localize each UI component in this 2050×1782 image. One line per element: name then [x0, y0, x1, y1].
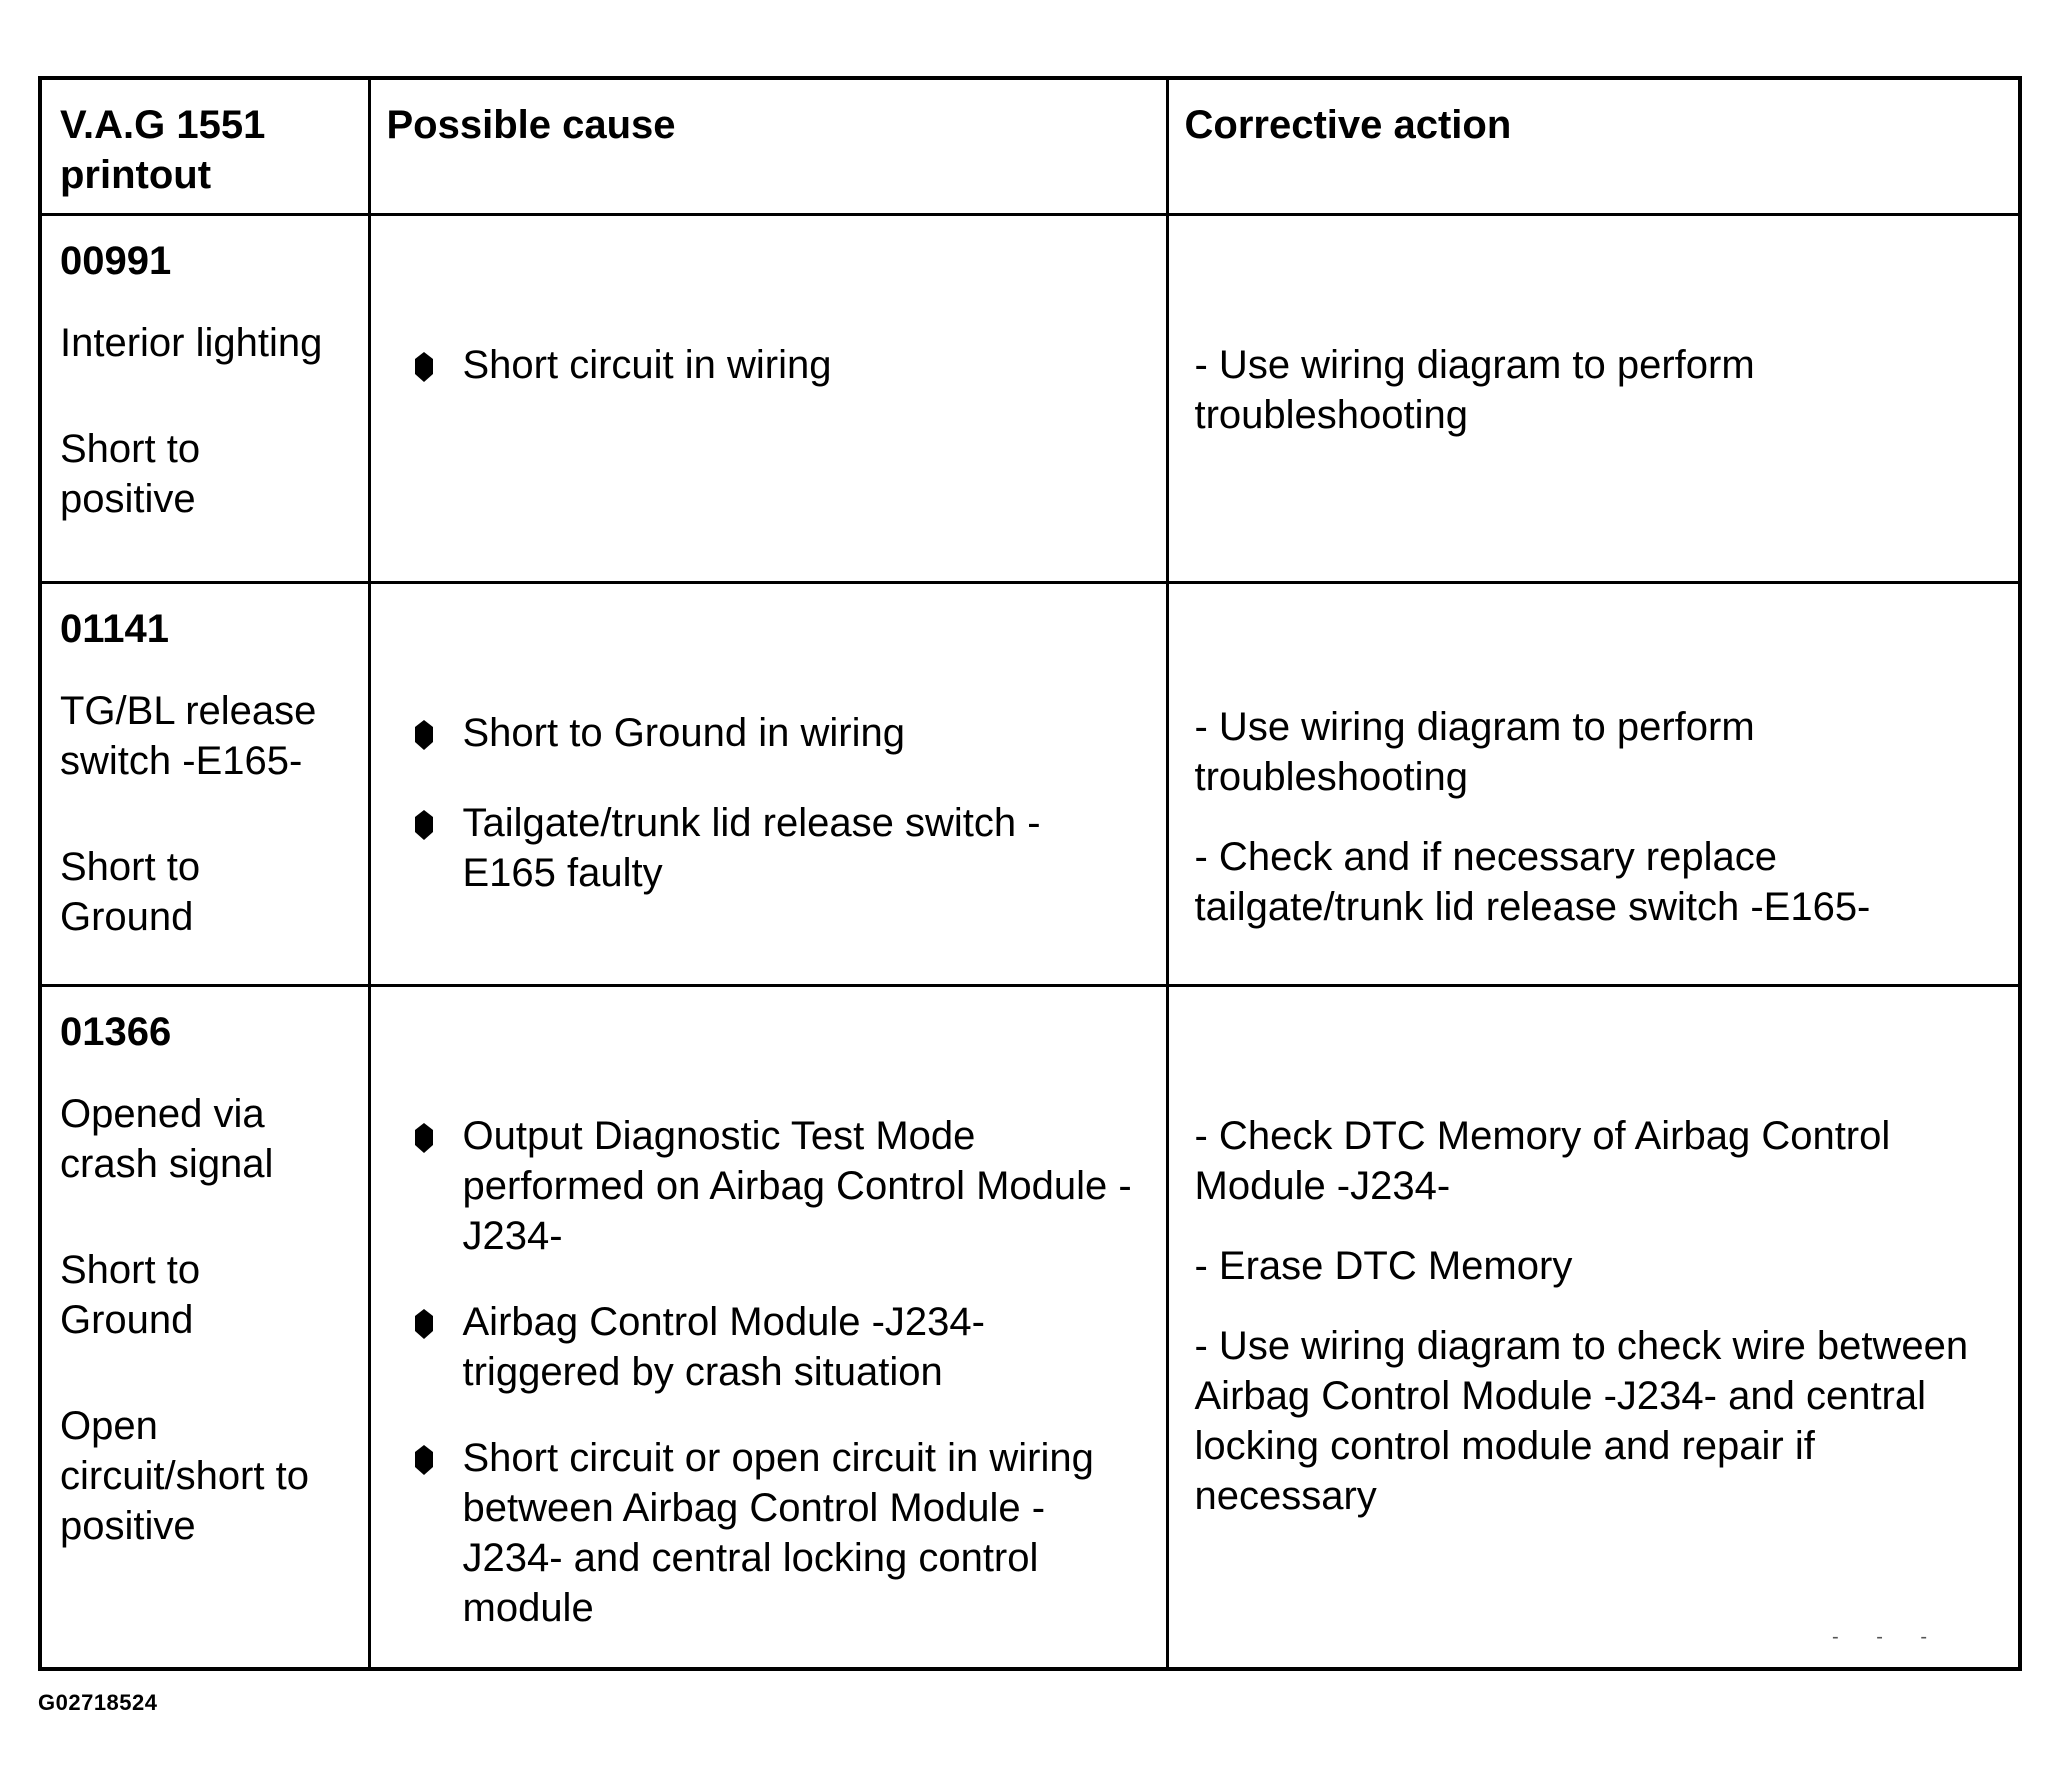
faint-tick-marks: - - - — [1832, 1626, 1944, 1648]
printout-line: Open circuit/short to positive — [60, 1403, 309, 1548]
list-item — [411, 1297, 1166, 1397]
header-printout: V.A.G 1551 printout — [42, 80, 369, 214]
list-item — [411, 798, 1166, 898]
diamond-bullet-icon — [411, 1111, 463, 1153]
cause-text: Airbag Control Module -J234- triggered by crash situation — [462, 1299, 985, 1394]
header-possible-cause: Possible cause — [369, 80, 1167, 214]
cause-cell — [369, 985, 1167, 1667]
cause-cell — [369, 214, 1167, 582]
action-text: - Use wiring diagram to check wire between Airbag Control Module -J234- and central locking control module and repair if necessary — [1194, 1323, 1969, 1518]
printout-line: Short to Ground — [60, 1247, 201, 1342]
list-item — [411, 1111, 1166, 1261]
action-text: - Erase DTC Memory — [1194, 1243, 1573, 1288]
printout-line: TG/BL release switch -E165- — [60, 688, 317, 783]
list-item — [411, 708, 1166, 758]
dtc-table-frame — [38, 76, 2022, 1671]
diamond-bullet-icon — [411, 708, 463, 750]
table-row — [42, 582, 2018, 985]
header-corrective-action: Corrective action — [1167, 80, 2018, 214]
printout-line: Opened via crash signal — [60, 1091, 274, 1186]
table-header-row — [42, 80, 2018, 214]
action-text: - Check and if necessary replace tailgate/trunk lid release switch -E165- — [1194, 834, 1871, 929]
printout-line: Short to positive — [60, 426, 201, 521]
action-text: - Use wiring diagram to perform troubleshooting — [1194, 704, 1755, 799]
diamond-bullet-icon — [411, 798, 463, 840]
action-cell — [1167, 214, 2018, 582]
action-cell — [1167, 985, 2018, 1667]
diamond-bullet-icon — [411, 1433, 463, 1475]
cause-text: Output Diagnostic Test Mode performed on Airbag Control Module -J234- — [462, 1113, 1132, 1258]
dtc-code: 01141 — [60, 606, 170, 651]
printout-line: Short to Ground — [60, 844, 201, 939]
cause-text: Tailgate/trunk lid release switch -E165 faulty — [462, 800, 1041, 895]
table-row — [42, 985, 2018, 1667]
table-row — [42, 214, 2018, 582]
list-item — [411, 1433, 1166, 1633]
action-text: - Check DTC Memory of Airbag Control Module -J234- — [1194, 1113, 1891, 1208]
action-cell — [1167, 582, 2018, 985]
cause-cell — [369, 582, 1167, 985]
cause-text: Short circuit in wiring — [462, 342, 832, 387]
action-text: - Use wiring diagram to perform troubleshooting — [1194, 342, 1755, 437]
list-item — [411, 340, 1166, 390]
printout-line: Interior lighting — [60, 320, 323, 365]
cause-text: Short circuit or open circuit in wiring between Airbag Control Module -J234- and central locking control module — [462, 1435, 1094, 1630]
diamond-bullet-icon — [411, 340, 463, 382]
printout-cell — [42, 985, 369, 1667]
dtc-code: 01366 — [60, 1009, 172, 1054]
diamond-bullet-icon — [411, 1297, 463, 1339]
figure-id: G02718524 — [38, 1690, 158, 1715]
cause-text: Short to Ground in wiring — [462, 710, 905, 755]
dtc-table — [42, 80, 2018, 1667]
printout-cell — [42, 214, 369, 582]
printout-cell — [42, 582, 369, 985]
dtc-code: 00991 — [60, 238, 172, 283]
